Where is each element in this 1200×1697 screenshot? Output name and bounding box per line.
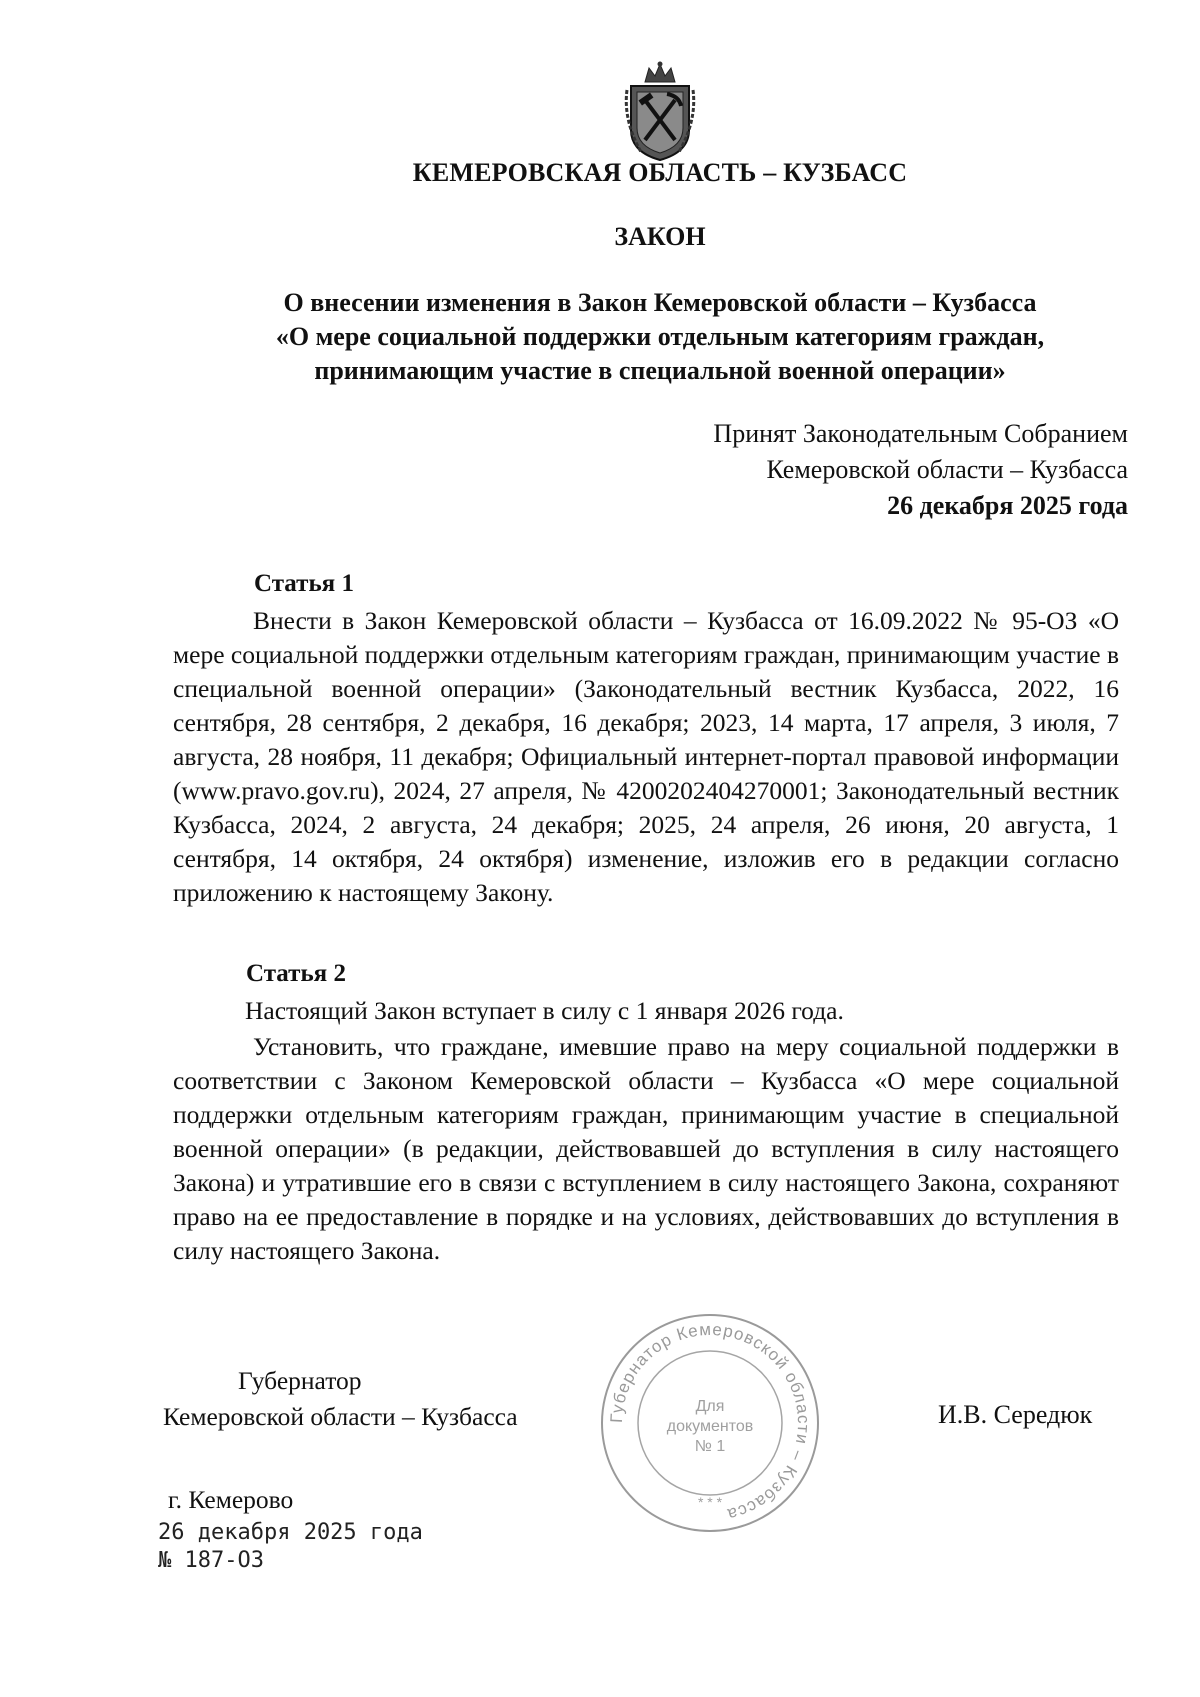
adoption-block xyxy=(713,416,1128,524)
adoption-date: 26 декабря 2025 года xyxy=(887,491,1128,520)
law-title-line: О внесении изменения в Закон Кемеровской области – Кузбасса xyxy=(283,288,1037,317)
law-title-line: «О мере социальной поддержки отдельным категориям граждан, xyxy=(275,322,1045,351)
article-2-heading: Статья 2 xyxy=(246,960,346,987)
signatory-position-line: Губернатор xyxy=(238,1366,362,1395)
signatory-position-line: Кемеровской области – Кузбасса xyxy=(163,1402,518,1431)
official-seal-stamp xyxy=(598,1311,822,1535)
region-title: КЕМЕРОВСКАЯ ОБЛАСТЬ – КУЗБАСС xyxy=(412,158,908,187)
seal-stars: * * * xyxy=(697,1494,723,1510)
seal-center-text: документов xyxy=(666,1418,754,1435)
signatory-name: И.В. Середюк xyxy=(938,1400,1093,1429)
law-title xyxy=(200,286,1120,388)
article-1-text: Внести в Закон Кемеровской области – Кузбасса от 16.09.2022 № 95-ОЗ «О мере социальной поддержки отдельным категориям граждан, принимающим участие в специальной военной операции» (Законодательный вестник Кузбасса, 2022, 16 сентября, 28 сентября, 2 декабря, 16 декабря; 2023, 14 марта, 17 апреля, 3 июля, 7 августа, 28 ноября, 11 декабря; Официальный интернет-портал правовой информации (www.pravo.gov.ru), 2024, 27 апреля, № 4200202404270001; Законодательный вестник Кузбасса, 2024, 2 августа, 24 декабря; 2025, 24 апреля, 26 июня, 20 августа, 1 сентября, 14 октября, 24 октября) изменение, изложив его в редакции согласно приложению к настоящему Закону. xyxy=(173,606,1119,907)
document-type: ЗАКОН xyxy=(614,222,706,251)
signing-place: г. Кемерово xyxy=(168,1485,294,1514)
signing-date: 26 декабря 2025 года xyxy=(158,1520,423,1545)
article-2-text-2: Установить, что граждане, имевшие право на меру социальной поддержки в соответствии с Законом Кемеровской области – Кузбасса «О мере социальной поддержки отдельным категориям граждан, принимающим участие в специальной военной операции» (в редакции, действовавшей до вступления в силу настоящего Закона) и утратившие его в связи с вступлением в силу настоящего Закона, сохраняют право на ее предоставление в порядке и на условиях, действовавших до вступления в силу настоящего Закона. xyxy=(173,1032,1119,1265)
adoption-line: Кемеровской области – Кузбасса xyxy=(766,455,1128,484)
article-2-text-1: Настоящий Закон вступает в силу с 1 января 2026 года. xyxy=(245,996,844,1025)
seal-ring-text: Губернатор Кемеровской области – Кузбасса xyxy=(606,1319,814,1525)
seal-center-text: № 1 xyxy=(694,1438,726,1455)
seal-center-text: Для xyxy=(695,1398,725,1415)
adoption-line: Принят Законодательным Собранием xyxy=(713,419,1128,448)
law-title-line: принимающим участие в специальной военной операции» xyxy=(314,356,1006,385)
signatory-position xyxy=(163,1363,518,1435)
law-number: № 187-ОЗ xyxy=(158,1548,264,1573)
article-1-heading: Статья 1 xyxy=(254,570,354,597)
coat-of-arms-emblem xyxy=(621,60,699,164)
